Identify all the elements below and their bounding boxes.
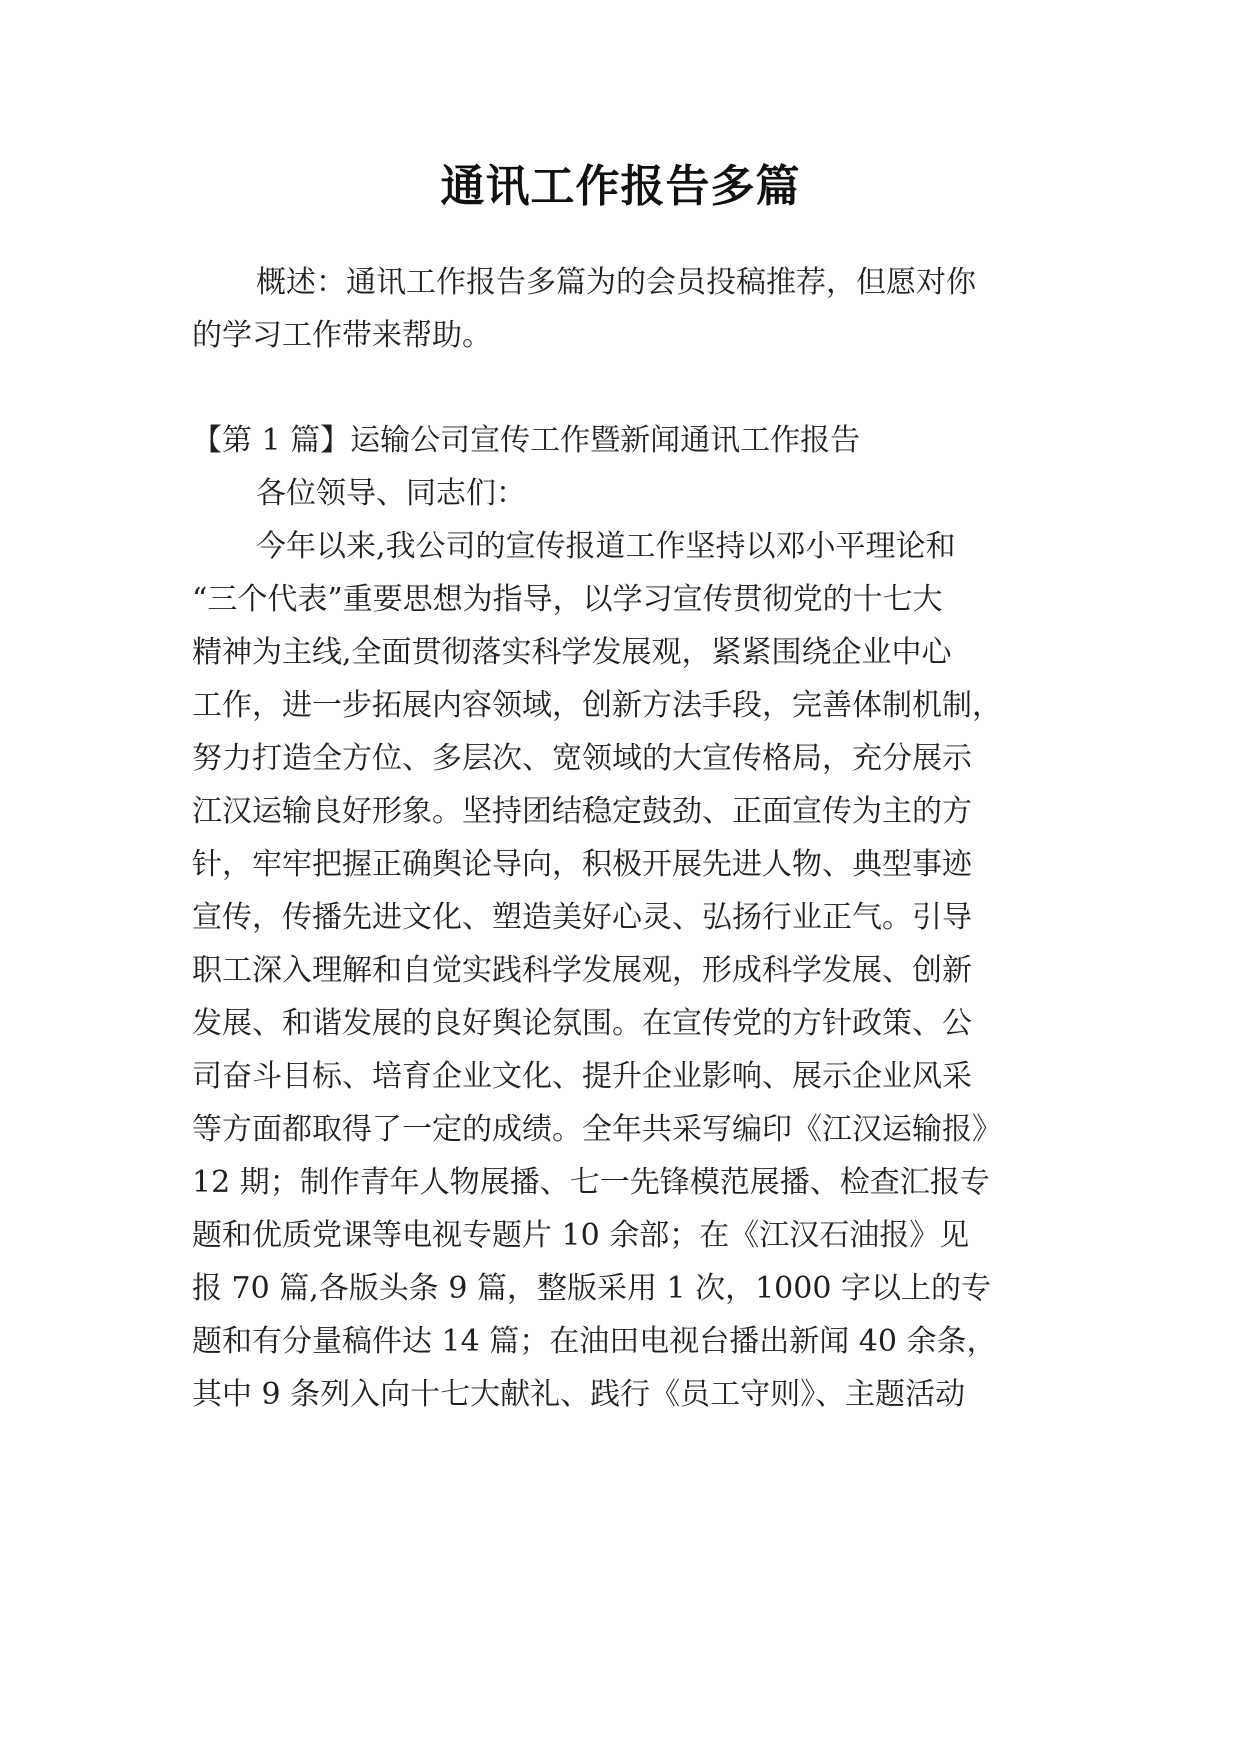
summary-line: 的学习工作带来帮助。 [192, 318, 492, 353]
article-heading: 【第 1 篇】运输公司宣传工作暨新闻通讯工作报告 [192, 423, 861, 458]
body-line: 针，牢牢把握正确舆论导向，积极开展先进人物、典型事迹 [192, 847, 972, 882]
body-line: 司奋斗目标、培育企业文化、提升企业影响、展示企业风采 [192, 1059, 972, 1094]
body-line: “三个代表”重要思想为指导，以学习宣传贯彻党的十七大 [192, 582, 943, 617]
body-line: 精神为主线,全面贯彻落实科学发展观，紧紧围绕企业中心 [192, 635, 952, 670]
body-line: 努力打造全方位、多层次、宽领域的大宣传格局，充分展示 [192, 741, 972, 776]
document-title: 通讯工作报告多篇 [440, 161, 801, 212]
body-line: 12 期；制作青年人物展播、七一先锋模范展播、检查汇报专 [192, 1165, 990, 1200]
body-line: 题和优质党课等电视专题片 10 余部；在《江汉石油报》见 [192, 1218, 970, 1253]
body-line: 工作，进一步拓展内容领域，创新方法手段，完善体制机制， [192, 688, 1002, 723]
body-line: 题和有分量稿件达 14 篇；在油田电视台播出新闻 40 余条， [192, 1324, 997, 1359]
body-line: 其中 9 条列入向十七大献礼、践行《员工守则》、主题活动 [192, 1377, 966, 1412]
body-line: 江汉运输良好形象。坚持团结稳定鼓劲、正面宣传为主的方 [192, 794, 972, 829]
salutation: 各位领导、同志们： [256, 476, 526, 511]
body-line: 发展、和谐发展的良好舆论氛围。在宣传党的方针政策、公 [192, 1006, 972, 1041]
summary-line: 概述：通讯工作报告多篇为的会员投稿推荐，但愿对你 [256, 265, 976, 300]
body-line: 宣传，传播先进文化、塑造美好心灵、弘扬行业正气。引导 [192, 900, 972, 935]
body-line: 今年以来,我公司的宣传报道工作坚持以邓小平理论和 [256, 529, 956, 564]
body-line: 等方面都取得了一定的成绩。全年共采写编印《江汉运输报》 [192, 1112, 1002, 1147]
body-line: 职工深入理解和自觉实践科学发展观，形成科学发展、创新 [192, 953, 972, 988]
body-line: 报 70 篇,各版头条 9 篇，整版采用 1 次，1000 字以上的专 [192, 1271, 991, 1306]
